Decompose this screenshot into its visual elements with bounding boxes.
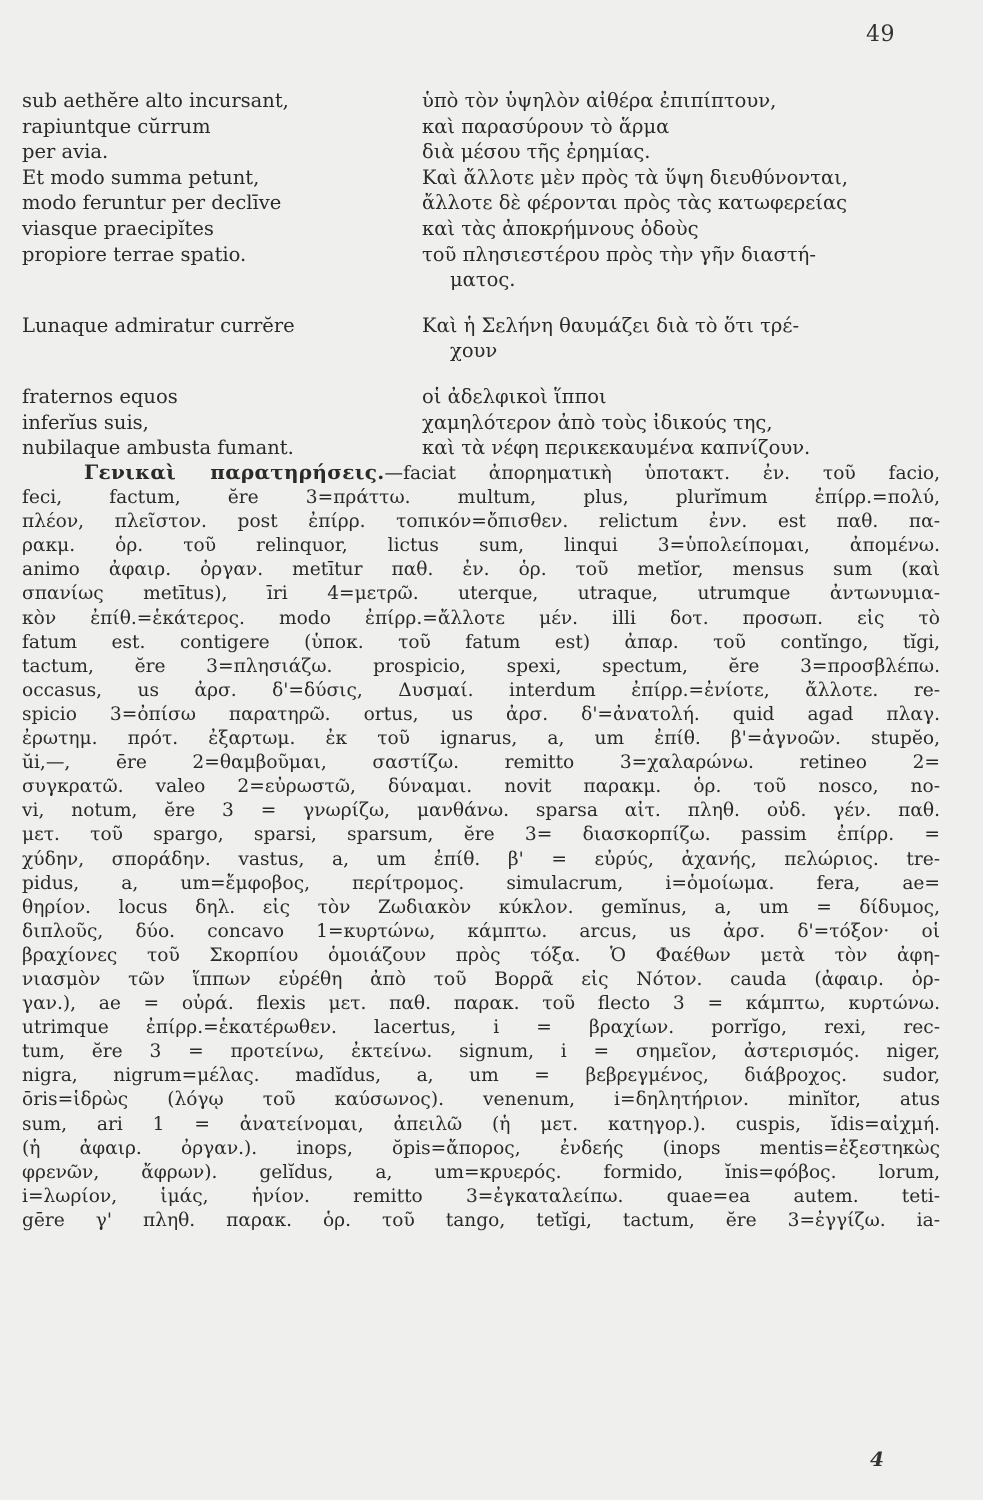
greek-line xyxy=(422,216,962,242)
latin-line: modo feruntur per declīve xyxy=(22,191,282,215)
notes-line: tum, ĕre 3 = προτείνω, ἐκτείνω. signum, i = σημεῖον, ἀστερισμός. niger, xyxy=(22,1041,940,1063)
parallel-row xyxy=(22,410,962,436)
notes-heading: Γενικαὶ παρατηρήσεις. xyxy=(84,460,385,484)
notes-line: σπανίως metītus), īri 4=μετρῶ. uterque, utraque, utrumque ἀντωνυμια- xyxy=(22,583,940,605)
latin-line: Et modo summa petunt, xyxy=(22,165,260,189)
latin-line: inferĭus suis, xyxy=(22,410,149,434)
notes-line: πλέον, πλεῖστον. post ἐπίρρ. τοπικόν=ὄπισθεν. relictum ἐνν. est παθ. πα- xyxy=(22,511,940,533)
latin-line: propiore terrae spatio. xyxy=(22,242,247,266)
notes-line: spicio 3=ὀπίσω παρατηρῶ. ortus, us ἀρσ. δ'=ἀνατολή. quid agad πλαγ. xyxy=(22,703,940,725)
greek-line-text: ἄλλοτε δὲ φέρονται πρὸς τὰς κατωφερείας xyxy=(422,191,848,215)
greek-line xyxy=(422,435,962,461)
general-notes xyxy=(22,460,940,1233)
notes-line: sum, ari 1 = ἀνατείνομαι, ἀπειλῶ (ἡ μετ. κατηγορ.). cuspis, ĭdis=αἰχμή. xyxy=(22,1113,940,1135)
greek-line-text: Καὶ ἡ Σελήνη θαυμάζει διὰ τὸ ὅτι τρέ- xyxy=(422,313,800,337)
latin-line: rapiuntque cŭrrum xyxy=(22,114,211,138)
greek-line xyxy=(422,242,962,293)
greek-line-continuation: χουν xyxy=(450,339,498,363)
notes-line: utrimque ἐπίρρ.=ἑκατέρωθεν. lacertus, i = βραχίων. porrĭgo, rexi, rec- xyxy=(22,1017,940,1039)
latin-line: per avia. xyxy=(22,140,109,164)
greek-line xyxy=(422,410,962,436)
notes-first-line xyxy=(22,460,940,486)
latin-line: nubilaque ambusta fumant. xyxy=(22,436,294,460)
greek-line xyxy=(422,190,962,216)
greek-line xyxy=(422,384,962,410)
notes-line: fatum est. contigere (ὑποκ. τοῦ fatum est) ἀπαρ. τοῦ contĭngo, tĭgi, xyxy=(22,631,940,653)
notes-line: ρακμ. ὁρ. τοῦ relinquor, lictus sum, linqui 3=ὑπολείπομαι, ἀπομένω. xyxy=(22,535,940,557)
notes-line: βραχίονες τοῦ Σκορπίου ὁμοιάζουν πρὸς τόξα. Ὁ Φαέθων μετὰ τὸν ἀφη- xyxy=(22,944,940,966)
greek-line xyxy=(422,313,962,364)
greek-line-continuation: ματος. xyxy=(450,268,516,292)
notes-line: μετ. τοῦ spargo, sparsi, sparsum, ĕre 3= διασκορπίζω. passim ἐπίρρ. = xyxy=(22,824,940,846)
notes-line: nigra, nigrum=μέλας. madĭdus, a, um = βεβρεγμένος, διάβροχος. sudor, xyxy=(22,1065,940,1087)
greek-line xyxy=(422,88,962,114)
notes-line: διπλοῦς, δύο. concavo 1=κυρτώνω, κάμπτω. arcus, us ἀρσ. δ'=τόξον· οἱ xyxy=(22,920,940,942)
greek-line-text: τοῦ πλησιεστέρου πρὸς τὴν γῆν διαστή- xyxy=(422,242,816,266)
notes-line: i=λωρίον, ἱμάς, ἡνίον. remitto 3=ἐγκαταλείπω. quae=ea autem. teti- xyxy=(22,1185,940,1207)
greek-line xyxy=(422,114,962,140)
parallel-row xyxy=(22,165,962,191)
parallel-row xyxy=(22,216,962,242)
latin-line: sub aethĕre alto incursant, xyxy=(22,89,289,112)
notes-line: occasus, us ἀρσ. δ'=δύσις, Δυσμαί. interdum ἐπίρρ.=ἐνίοτε, ἄλλοτε. re- xyxy=(22,679,940,701)
notes-line: tactum, ĕre 3=πλησιάζω. prospicio, spexi, spectum, ĕre 3=προσβλέπω. xyxy=(22,655,940,677)
greek-line-text: χαμηλότερον ἀπὸ τοὺς ἰδικούς της, xyxy=(422,410,773,434)
notes-line: ŭi,—, ēre 2=θαμβοῦμαι, σαστίζω. remitto 3=χαλαρώνω. retineo 2= xyxy=(22,752,940,774)
latin-line: fraternos equos xyxy=(22,384,178,408)
greek-line-text: καὶ παρασύρουν τὸ ἅρμα xyxy=(422,114,670,138)
parallel-row xyxy=(22,313,962,364)
parallel-row xyxy=(22,88,962,114)
notes-body xyxy=(22,486,940,1233)
notes-line: vi, notum, ĕre 3 = γνωρίζω, μανθάνω. sparsa αἰτ. πληθ. οὐδ. γέν. παθ. xyxy=(22,800,940,822)
notes-first-line-text: —faciat ἀπορηματικὴ ὑποτακτ. ἐν. τοῦ facio, xyxy=(384,463,940,484)
greek-line xyxy=(422,165,962,191)
notes-line: ōris=ἱδρὼς (λόγῳ τοῦ καύσωνος). venenum, i=δηλητήριον. minĭtor, atus xyxy=(22,1089,940,1111)
parallel-row xyxy=(22,139,962,165)
notes-line: φρενῶν, ἄφρων). gelĭdus, a, um=κρυερός. formido, ĭnis=φόβος. lorum, xyxy=(22,1161,940,1183)
notes-line: νιασμὸν τῶν ἵππων εὑρέθη ἀπὸ τοῦ Βορρᾶ εἰς Νότον. cauda (ἀφαιρ. ὀρ- xyxy=(22,968,940,990)
parallel-text xyxy=(22,88,962,461)
latin-line: Lunaque admiratur currĕre xyxy=(22,313,295,337)
greek-line-text: οἱ ἀδελφικοὶ ἵπποι xyxy=(422,384,607,408)
notes-line: (ἡ ἀφαιρ. ὀργαν.). inops, ŏpis=ἄπορος, ἐνδεής (inops mentis=ἐξεστηκὼς xyxy=(22,1137,940,1159)
greek-line-text: διὰ μέσου τῆς ἐρημίας. xyxy=(422,140,651,164)
parallel-row xyxy=(22,242,962,293)
notes-line: animo ἀφαιρ. ὀργαν. metītur παθ. ἐν. ὁρ. τοῦ metĭor, mensus sum (καὶ xyxy=(22,559,940,581)
signature-mark: 4 xyxy=(870,1447,884,1471)
notes-line: γαν.), ae = οὐρά. flexis μετ. παθ. παρακ. τοῦ flecto 3 = κάμπτω, κυρτώνω. xyxy=(22,993,940,1015)
greek-line xyxy=(422,139,962,165)
notes-line: κὸν ἐπίθ.=ἑκάτερος. modo ἐπίρρ.=ἄλλοτε μέν. illi δοτ. προσωπ. εἰς τὸ xyxy=(22,607,940,629)
parallel-row xyxy=(22,384,962,410)
parallel-row xyxy=(22,435,962,461)
latin-line: viasque praecipĭtes xyxy=(22,216,214,240)
greek-line-text: καὶ τὰς ἀποκρήμνους ὁδοὺς xyxy=(422,216,699,240)
page-number: 49 xyxy=(866,22,895,47)
greek-line-text: καὶ τὰ νέφη περικεκαυμένα καπνίζουν. xyxy=(422,436,811,460)
notes-line: gēre γ' πληθ. παρακ. ὁρ. τοῦ tango, tetĭgi, tactum, ĕre 3=ἐγγίζω. ia- xyxy=(22,1209,940,1231)
parallel-row xyxy=(22,114,962,140)
notes-line: feci, factum, ĕre 3=πράττω. multum, plus, plurĭmum ἐπίρρ.=πολύ, xyxy=(22,487,940,509)
parallel-row xyxy=(22,190,962,216)
greek-line-text: Καὶ ἄλλοτε μὲν πρὸς τὰ ὕψη διευθύνονται, xyxy=(422,165,848,189)
notes-line: θηρίον. locus δηλ. εἰς τὸν Ζωδιακὸν κύκλον. gemĭnus, a, um = δίδυμος, xyxy=(22,896,940,918)
notes-line: pidus, a, um=ἔμφοβος, περίτρομος. simulacrum, i=ὁμοίωμα. fera, ae= xyxy=(22,872,940,894)
notes-line: χύδην, σποράδην. vastus, a, um ἐπίθ. β' = εὐρύς, ἀχανής, πελώριος. tre- xyxy=(22,848,940,870)
greek-line-text: ὑπὸ τὸν ὑψηλὸν αἰθέρα ἐπιπίπτουν, xyxy=(422,89,777,112)
notes-line: συγκρατῶ. valeo 2=εὐρωστῶ, δύναμαι. novit παρακμ. ὁρ. τοῦ nosco, no- xyxy=(22,776,940,798)
notes-line: ἐρωτημ. πρότ. ἐξαρτωμ. ἐκ τοῦ ignarus, a, um ἐπίθ. β'=ἀγνοῶν. stupĕo, xyxy=(22,728,940,750)
